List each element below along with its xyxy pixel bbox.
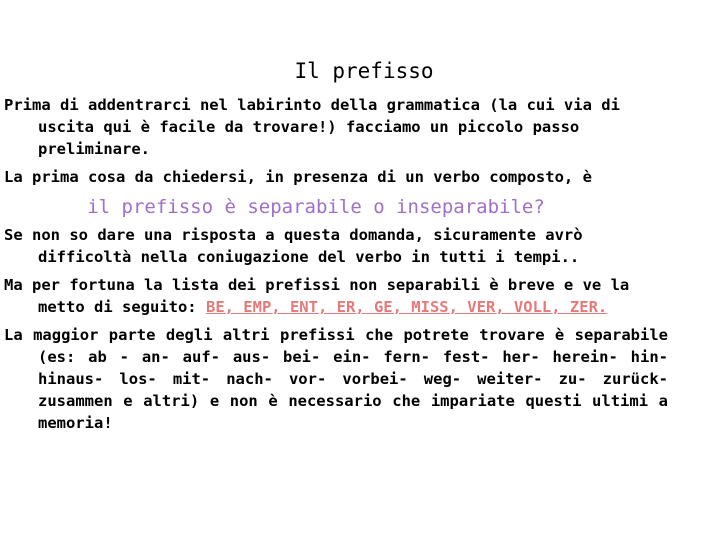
slide-title-text: Il prefisso bbox=[294, 59, 434, 83]
paragraph-intro: Prima di addentrarci nel labirinto della grammatica (la cui via di uscita qui è facile da trovare!) facciamo un piccolo passo preliminare. bbox=[4, 96, 620, 158]
paragraph-inseparable-text: Ma per fortuna la lista dei prefissi non separabili è breve e ve la metto di seguito: bbox=[4, 276, 630, 316]
key-question bbox=[4, 194, 668, 220]
paragraph-question-lead: La prima cosa da chiedersi, in presenza di un verbo composto, è bbox=[4, 168, 592, 186]
paragraph-separable: La maggior parte degli altri prefissi che potrete trovare è separabile (es: ab - an- auf- aus- bei- ein- fern- fest- her- herein- hin- hinaus- los- mit- nach- vor- vorbei- weg- weiter- zu- zurück- zusammen e altri) e non è necessario che impariate questi ultimi a memoria! bbox=[4, 326, 668, 432]
inseparable-prefixes-link[interactable]: BE, EMP, ENT, ER, GE, MISS, VER, VOLL, ZER. bbox=[205, 298, 608, 316]
slide-body bbox=[4, 94, 668, 440]
key-question-text: il prefisso è separabile o inseparabile? bbox=[87, 196, 545, 218]
slide-title bbox=[0, 58, 728, 84]
paragraph-inseparable-list bbox=[4, 274, 668, 318]
paragraph-difficulty: Se non so dare una risposta a questa domanda, sicuramente avrò difficoltà nella coniugazione del verbo in tutti i tempi.. bbox=[4, 226, 583, 266]
